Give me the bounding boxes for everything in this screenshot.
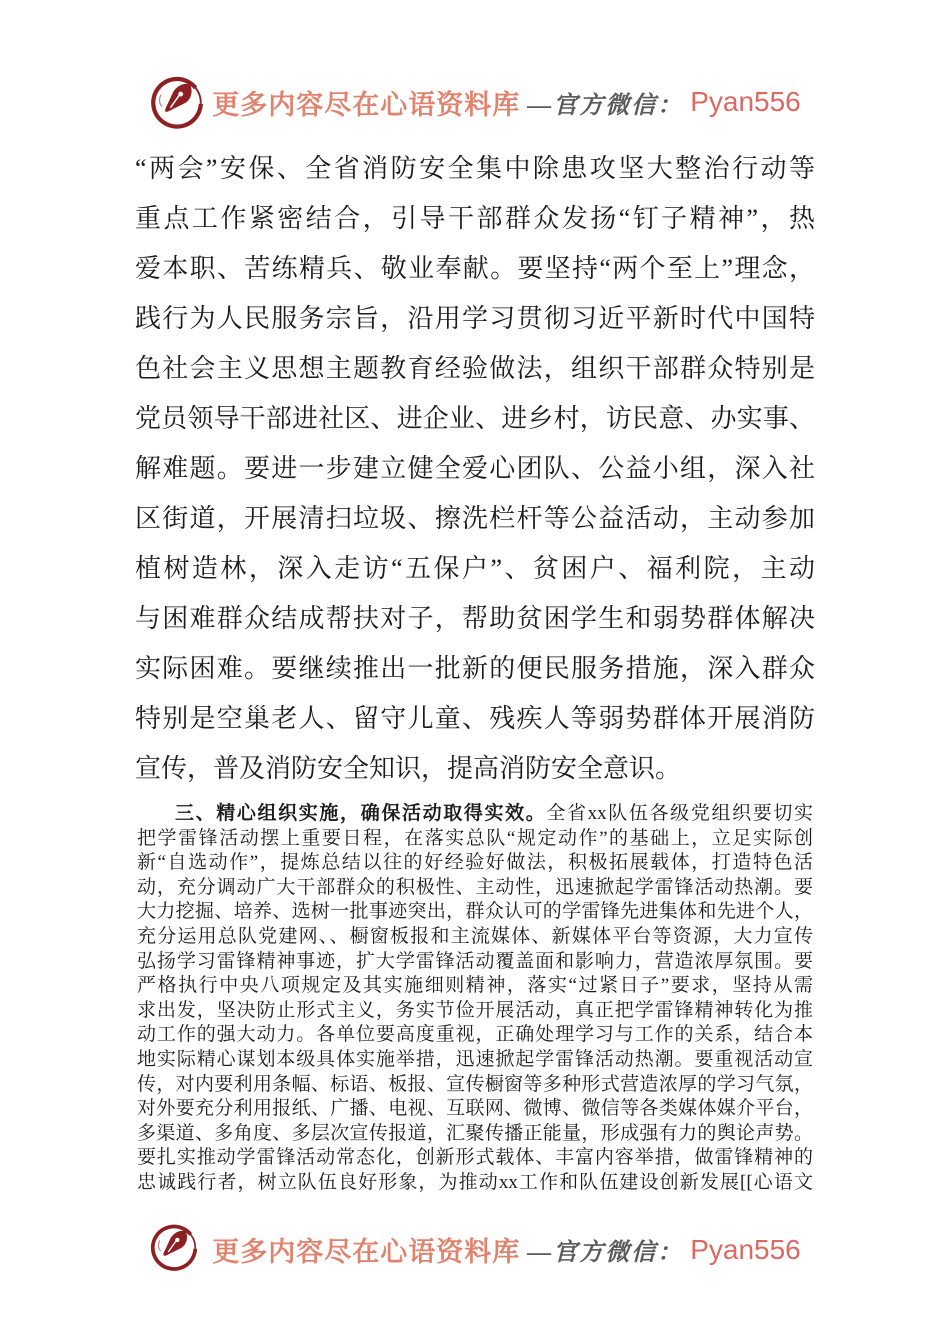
main-paragraph [135, 144, 815, 794]
paragraph-line [137, 1122, 813, 1147]
paragraph-text: 传，对内要利用条幅、标语、板报、宣传橱窗等多种形式营造浓厚的学习气氛， [137, 1073, 813, 1095]
paragraph-line [137, 999, 813, 1024]
paragraph-text: 多渠道、多角度、多层次宣传报道，汇聚传播正能量，形成强有力的舆论声势。 [137, 1122, 813, 1144]
paragraph-line [137, 900, 813, 925]
paragraph-text: 对外要充分利用报纸、广播、电视、互联网、微博、微信等各类媒体媒介平台， [137, 1098, 813, 1120]
paragraph-text: 求出发，坚决防止形式主义，务实节俭开展活动，真正把学雷锋精神转化为推 [137, 999, 813, 1021]
paragraph-line [137, 1073, 813, 1098]
paragraph-text: 把学雷锋活动摆上重要日程，在落实总队“规定动作”的基础上，立足实际创 [137, 827, 813, 849]
paragraph-text: 动，充分调动广大干部群众的积极性、主动性，迅速掀起学雷锋活动热潮。要 [137, 876, 813, 898]
paragraph-line [137, 950, 813, 975]
paragraph-line: 践行为人民服务宗旨，沿用学习贯彻习近平新时代中国特 [135, 304, 815, 333]
paragraph-text: 全省xx队伍各级党组织要切实 [546, 803, 813, 824]
wechat-label: —官方微信： [527, 92, 684, 119]
paragraph-line: 党员领导干部进社区、进企业、进乡村，访民意、办实事、 [135, 404, 815, 433]
paragraph-line [137, 1048, 813, 1073]
paragraph-line: 植树造林，深入走访“五保户”、贫困户、福利院，主动 [135, 554, 815, 583]
paragraph-text: 充分运用总队党建网、、橱窗板报和主流媒体、新媒体平台等资源，大力宣传 [137, 925, 813, 947]
paragraph-text: 新“自选动作”，提炼总结以往的好经验好做法，积极拓展载体，打造特色活 [137, 852, 813, 874]
paragraph-line: “两会”安保、全省消防安全集中除患攻坚大整治行动等 [135, 154, 815, 183]
paragraph-line: 色社会主义思想主题教育经验做法，组织干部群众特别是 [135, 354, 815, 383]
paragraph-line [137, 1097, 813, 1122]
paragraph-line: 区街道，开展清扫垃圾、擦洗栏杆等公益活动，主动参加 [135, 504, 815, 533]
section-heading: 三、精心组织实施，确保活动取得实效。 [175, 803, 547, 824]
brand-footer [0, 1196, 950, 1278]
paragraph-text: 动工作的强大动力。各单位要高度重视，正确处理学习与工作的关系，结合本 [137, 1024, 813, 1046]
paragraph-line [137, 1146, 813, 1171]
paragraph-line [137, 925, 813, 950]
paragraph-line [137, 851, 813, 876]
wechat-id: Pyan556 [690, 1233, 801, 1265]
paragraph-line: 特别是空巢老人、留守儿童、残疾人等弱势群体开展消防 [135, 704, 815, 733]
paragraph-line [137, 974, 813, 999]
paragraph-line: 与困难群众结成帮扶对子，帮助贫困学生和弱势群体解决 [135, 604, 815, 633]
paragraph-line [137, 876, 813, 901]
paragraph-text: 地实际精心谋划本级具体实施举措，迅速掀起学雷锋活动热潮。要重视活动宣 [137, 1048, 813, 1070]
paragraph-line: 爱本职、苦练精兵、敬业奉献。要坚持“两个至上”理念， [135, 254, 815, 283]
paragraph-text: 严格执行中央八项规定及其实施细则精神，落实“过紧日子”要求，坚持从需 [137, 975, 813, 997]
section-paragraph [137, 802, 813, 1196]
wechat-label: —官方微信： [527, 1240, 684, 1266]
paragraph-text: 大力挖掘、培养、选树一批事迹突出，群众认可的学雷锋先进集体和先进个人， [137, 901, 813, 923]
paragraph-line: 重点工作紧密结合，引导干部群众发扬“钉子精神”，热 [135, 204, 815, 233]
paragraph-text: 弘扬学习雷锋精神事迹，扩大学雷锋活动覆盖面和影响力，营造浓厚氛围。要 [137, 950, 813, 972]
brand-header [0, 0, 950, 130]
paragraph-line: 解难题。要进一步建立健全爱心团队、公益小组，深入社 [135, 454, 815, 483]
pen-nib-logo-icon [149, 1222, 205, 1278]
wechat-id: Pyan556 [690, 86, 801, 117]
paragraph-line [137, 802, 813, 827]
paragraph-line [137, 1023, 813, 1048]
paragraph-line: 实际困难。要继续推出一批新的便民服务措施，深入群众 [135, 654, 815, 683]
pen-nib-logo-icon [149, 74, 205, 130]
brand-tagline: 更多内容尽在心语资料库 [212, 89, 521, 120]
paragraph-text: 要扎实推动学雷锋活动常态化，创新形式载体、丰富内容举措，做雷锋精神的 [137, 1147, 813, 1169]
paragraph-line: 宣传，普及消防安全知识，提高消防安全意识。 [135, 754, 682, 783]
paragraph-line [137, 827, 813, 852]
paragraph-line [137, 1171, 813, 1196]
brand-tagline: 更多内容尽在心语资料库 [212, 1237, 521, 1267]
paragraph-text: 忠诚践行者，树立队伍良好形象，为推动xx工作和队伍建设创新发展[[心语文 [137, 1171, 813, 1193]
